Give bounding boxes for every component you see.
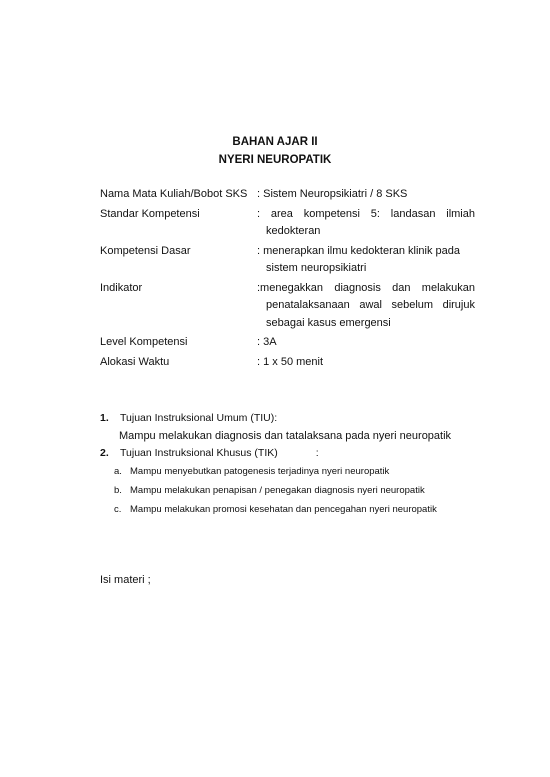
meta-row-course (100, 186, 480, 204)
meta-label: Nama Mata Kuliah/Bobot SKS (100, 188, 248, 200)
meta-value-line: : 3A (257, 336, 277, 348)
meta-value-line: : area kompetensi 5: landasan ilmiah (257, 207, 475, 220)
meta-value-line: : menerapkan ilmu kedokteran klinik pada (257, 244, 461, 257)
learning-objectives (100, 410, 500, 519)
meta-value (257, 280, 475, 333)
heading-text: Tujuan Instruksional Khusus (TIK) (120, 447, 278, 459)
content-heading: Isi materi ; (100, 574, 151, 586)
meta-value-line: : 1 x 50 menit (257, 355, 324, 368)
meta-row-level (100, 334, 480, 352)
meta-label: Indikator (100, 281, 143, 294)
meta-value (257, 334, 475, 352)
course-metadata (100, 186, 480, 373)
meta-row-standard (100, 206, 480, 241)
meta-label: Alokasi Waktu (100, 355, 170, 368)
tiu-heading (100, 410, 500, 427)
meta-value-line: penatalaksanaan awal sebelum dirujuk (266, 299, 475, 311)
list-item (100, 462, 500, 481)
document-subtitle: NYERI NEUROPATIK (218, 154, 332, 166)
list-letter: c. (114, 504, 122, 515)
list-item-text: Mampu menyebutkan patogenesis terjadinya nyeri neuropatik (130, 466, 390, 477)
meta-value (257, 243, 475, 278)
meta-value-line: sebagai kasus emergensi (266, 316, 391, 329)
meta-row-indicator (100, 280, 480, 333)
tik-heading (100, 445, 500, 462)
list-number: 2. (100, 447, 109, 459)
meta-value-line: kedokteran (266, 225, 321, 237)
meta-value-line: : Sistem Neuropsikiatri / 8 SKS (257, 188, 408, 200)
meta-value (257, 186, 475, 204)
list-number: 1. (100, 412, 109, 424)
meta-row-basic-competence (100, 243, 480, 278)
meta-row-time (100, 354, 480, 372)
list-letter: a. (114, 466, 122, 477)
meta-value-line: :menegakkan diagnosis dan melakukan (257, 281, 475, 294)
meta-value (257, 354, 475, 372)
document-title: BAHAN AJAR II (232, 136, 318, 148)
tab-spacer (278, 445, 316, 462)
list-item-text: Mampu melakukan penapisan / penegakan diagnosis nyeri neuropatik (130, 485, 425, 496)
list-item (100, 500, 500, 519)
heading-text: Tujuan Instruksional Umum (TIU): (120, 412, 278, 424)
list-letter: b. (114, 485, 122, 496)
meta-label: Standar Kompetensi (100, 207, 200, 220)
meta-label: Kompetensi Dasar (100, 244, 191, 257)
list-item-text: Mampu melakukan promosi kesehatan dan pencegahan nyeri neuropatik (130, 504, 437, 515)
tiu-text: Mampu melakukan diagnosis dan tatalaksana pada nyeri neuropatik (119, 430, 452, 442)
meta-value-line: sistem neuropsikiatri (266, 262, 367, 274)
meta-value (257, 206, 475, 241)
meta-label: Level Kompetensi (100, 336, 188, 348)
heading-colon: : (315, 447, 319, 459)
list-item (100, 481, 500, 500)
